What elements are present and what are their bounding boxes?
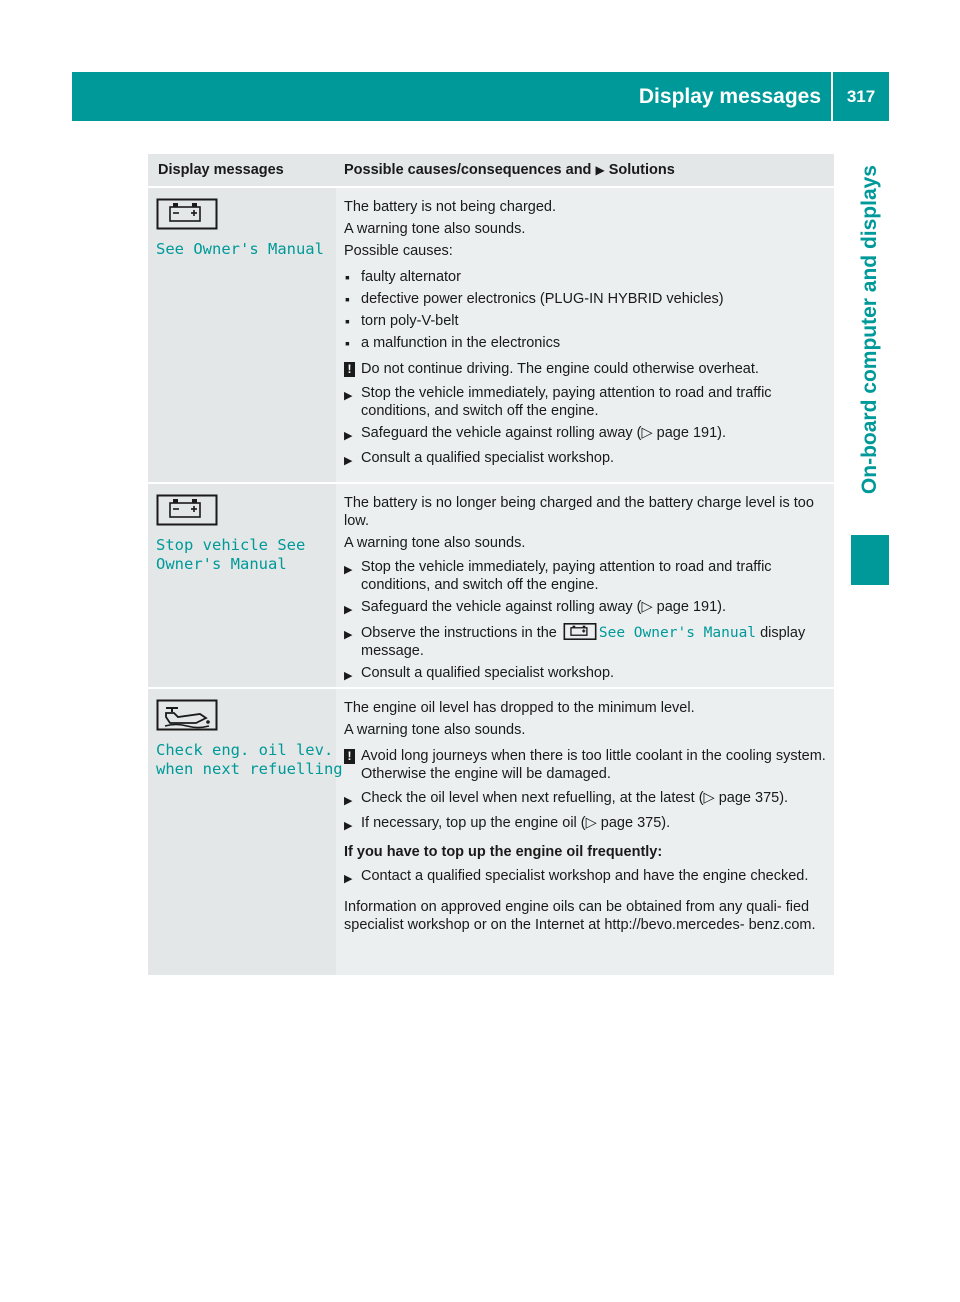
warning-note — [344, 747, 826, 783]
action-step — [344, 424, 826, 445]
list-item-text: torn poly-V-belt — [361, 313, 459, 329]
side-section-label — [851, 165, 889, 525]
action-text: Consult a qualified specialist workshop. — [361, 450, 615, 466]
battery-icon — [156, 494, 218, 526]
causes-cell — [336, 188, 834, 482]
list-item-text: a malfunction in the electronics — [361, 335, 561, 351]
list-item — [344, 334, 826, 352]
causes-cell — [336, 484, 834, 687]
action-text: Safeguard the vehicle against rolling away (▷ page 191). — [361, 599, 727, 615]
bullet-icon: ▪ — [345, 269, 350, 285]
side-section-text: On-board computer and displays — [858, 165, 881, 495]
display-cell — [148, 689, 343, 975]
action-text: Check the oil level when next refuelling, at the latest (▷ page 375). — [361, 790, 789, 806]
action-text: If necessary, top up the engine oil (▷ page 375). — [361, 815, 671, 831]
display-cell — [148, 188, 336, 482]
page-number: 317 — [846, 86, 876, 106]
list-item — [344, 268, 826, 286]
action-step — [344, 789, 826, 810]
bullet-icon: ▪ — [345, 313, 350, 329]
action-step — [344, 598, 826, 619]
display-cell — [148, 484, 336, 687]
action-arrow-icon: ▶ — [344, 390, 353, 402]
action-arrow-icon: ▶ — [344, 873, 353, 885]
action-step — [344, 449, 826, 470]
battery-icon — [563, 623, 597, 640]
subheading: If you have to top up the engine oil frequently: — [344, 844, 663, 860]
list-item-text: faulty alternator — [361, 269, 461, 285]
action-text: Safeguard the vehicle against rolling away (▷ page 191). — [361, 425, 727, 441]
display-message-text: See Owner's Manual — [156, 240, 324, 258]
action-arrow-icon: ▶ — [344, 564, 353, 576]
action-text: Contact a qualified specialist workshop and have the engine checked. — [361, 868, 809, 884]
action-text: Stop the vehicle immediately, paying attention to road and traffic conditions, and switch off the engine. — [361, 385, 772, 419]
col-header-solutions-text: Solutions — [608, 162, 675, 178]
bullet-icon: ▪ — [345, 335, 350, 351]
observe-text: Observe the instructions in the — [361, 625, 557, 641]
text-line: Possible causes: — [344, 243, 453, 259]
display-messages-table — [148, 154, 834, 975]
bullet-icon: ▪ — [345, 291, 350, 307]
action-text: Consult a qualified specialist workshop. — [361, 665, 615, 681]
display-message-text: Check eng. oil lev. — [156, 741, 334, 759]
warning-icon: ! — [344, 362, 355, 377]
warning-note — [344, 360, 826, 378]
text-line: A warning tone also sounds. — [344, 722, 526, 738]
observe-text: display message. — [361, 625, 806, 659]
action-step — [344, 384, 826, 420]
action-step — [344, 558, 826, 594]
display-message-text: when next refuelling — [156, 760, 343, 778]
table-row — [148, 186, 834, 482]
action-arrow-icon: ▶ — [344, 455, 353, 467]
page-title: Display messages — [638, 84, 821, 108]
side-marker — [851, 535, 889, 585]
battery-icon — [156, 198, 218, 230]
table-header — [148, 154, 834, 186]
action-step — [344, 867, 826, 888]
table-row — [148, 687, 834, 975]
col-header-causes — [336, 154, 834, 186]
action-arrow-icon: ▶ — [344, 629, 353, 641]
action-arrow-icon: ▶ — [344, 670, 353, 682]
col-header-causes-text: Possible causes/consequences and — [344, 162, 592, 178]
list-item-text: defective power electronics (PLUG-IN HYBRID vehicles) — [361, 291, 724, 307]
display-reference: See Owner's Manual — [598, 625, 757, 641]
list-item — [344, 312, 826, 330]
action-step — [344, 664, 826, 685]
action-text — [361, 623, 826, 660]
warning-text: Do not continue driving. The engine could otherwise overheat. — [361, 361, 759, 377]
text-line: The battery is not being charged. — [344, 199, 556, 215]
col-header-display: Display messages — [158, 162, 284, 178]
action-step — [344, 623, 826, 660]
action-text: Stop the vehicle immediately, paying attention to road and traffic conditions, and switch off the engine. — [361, 559, 772, 593]
warning-icon: ! — [344, 749, 355, 764]
text-line: A warning tone also sounds. — [344, 221, 526, 237]
text-line: The battery is no longer being charged and the battery charge level is too low. — [344, 495, 814, 529]
action-arrow-icon: ▶ — [344, 604, 353, 616]
text-line: A warning tone also sounds. — [344, 535, 526, 551]
action-arrow-icon: ▶ — [344, 430, 353, 442]
action-arrow-icon: ▶ — [344, 820, 353, 832]
display-message-text: Stop vehicle See — [156, 536, 306, 554]
action-step — [344, 814, 826, 835]
table-row — [148, 482, 834, 687]
warning-text: Avoid long journeys when there is too little coolant in the cooling system. Otherwise the engine will be damaged. — [361, 748, 826, 782]
info-text: Information on approved engine oils can be obtained from any quali- fied specialist workshop or on the Internet at http://bevo.mercedes- benz.com. — [344, 899, 816, 933]
arrow-right-icon: ▶ — [595, 163, 605, 177]
text-line: The engine oil level has dropped to the minimum level. — [344, 700, 695, 716]
action-arrow-icon: ▶ — [344, 795, 353, 807]
causes-cell — [336, 689, 834, 975]
oil-can-icon — [156, 699, 218, 731]
list-item — [344, 290, 826, 308]
page-header — [72, 72, 889, 121]
display-message-text: Owner's Manual — [156, 555, 287, 573]
